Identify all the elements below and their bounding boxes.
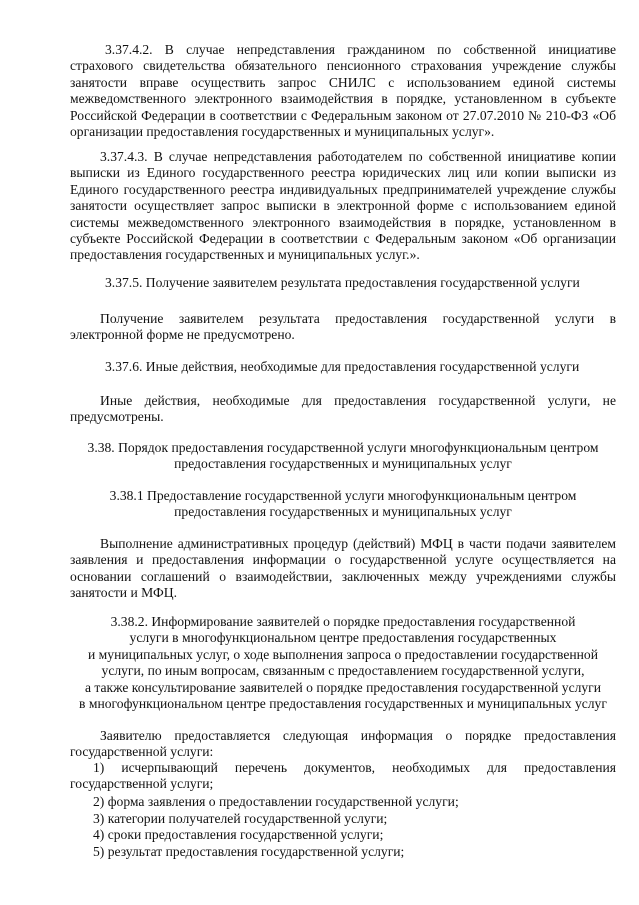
heading-3-37-5: 3.37.5. Получение заявителем результата предоставления государственной услуги (105, 275, 580, 290)
heading-3-37-6: 3.37.6. Иные действия, необходимые для предоставления государственной услуги (105, 359, 580, 374)
paragraph-3-37-4-2: 3.37.4.2. В случае непредставления гражданином по собственной инициативе страхового свидетельства обязательного пенсионного страхования учреждение службы занятости вправе осуществить запрос СНИЛС с использованием единой системы межведомственного электронного взаимодействия в порядке, установленном в субъекте Российской Федерации в соответствии с Федеральным законом от 27.07.2010 № 210-ФЗ «Об организации предоставления государственных и муниципальных услуг». (70, 42, 616, 140)
heading-3-38-1 (70, 488, 616, 521)
heading-3-38-2-line-2: услуги в многофункциональном центре предоставления государственных (129, 630, 557, 646)
paragraph-3-37-5: Получение заявителем результата предоставления государственной услуги в электронной форме не предусмотрено. (70, 311, 616, 343)
heading-3-38-2-line-4: услуги, по иным вопросам, связанным с предоставлением государственной услуги, (101, 663, 585, 679)
heading-3-38-2-line-1: 3.38.2. Информирование заявителей о порядке предоставления государственной (110, 614, 576, 629)
heading-3-38-2-line-3: и муниципальных услуг, о ходе выполнения запроса о предоставлении государственной (88, 646, 598, 662)
paragraph-3-37-6: Иные действия, необходимые для предоставления государственной услуги, не предусмотрены. (70, 393, 616, 425)
heading-3-38-1-line-2: предоставления государственных и муниципальных услуг (174, 504, 512, 520)
heading-3-38-1-line-1: 3.38.1 Предоставление государственной услуги многофункциональным центром (109, 488, 577, 503)
paragraph-3-37-4-3: 3.37.4.3. В случае непредставления работодателем по собственной инициативе копии выписки из Единого государственного реестра юридических лиц или копии выписки из Единого государственного реестра индивидуальных предпринимателей учреждение службы занятости осуществляет запрос выписки в электронной форме с использованием единой системы межведомственного электронного взаимодействия в порядке, установленном в субъекте Российской Федерации в соответствии с Федеральным законом «Об организации предоставления государственных и муниципальных услуг.». (70, 149, 616, 263)
list-item: 4) сроки предоставления государственной услуги; (93, 827, 384, 842)
paragraph-3-38-2: Заявителю предоставляется следующая информация о порядке предоставления государственной услуги: (70, 728, 616, 760)
heading-3-38-2-line-5: а также консультирование заявителей о порядке предоставления государственной услуги (84, 679, 602, 695)
list-item: 3) категории получателей государственной услуги; (93, 811, 388, 826)
paragraph-3-38-1: Выполнение административных процедур (действий) МФЦ в части подачи заявителем заявления и предоставления информации о государственной услуге осуществляется на основании соглашений о взаимодействии, заключенных между учреждениями службы занятости и МФЦ. (70, 536, 616, 601)
heading-3-38-2 (70, 614, 616, 712)
heading-3-38-line-1: 3.38. Порядок предоставления государственной услуги многофункциональным центром (87, 440, 599, 455)
list-item: 1) исчерпывающий перечень документов, необходимых для предоставления государственной услуги; (70, 760, 616, 792)
list-item: 5) результат предоставления государственной услуги; (93, 844, 405, 859)
heading-3-38-2-line-6: в многофункциональном центре предоставления государственных и муниципальных услуг (79, 696, 607, 712)
list-item: 2) форма заявления о предоставлении государственной услуги; (93, 794, 459, 809)
heading-3-38-line-2: предоставления государственных и муниципальных услуг (174, 456, 512, 472)
heading-3-38 (70, 440, 616, 473)
